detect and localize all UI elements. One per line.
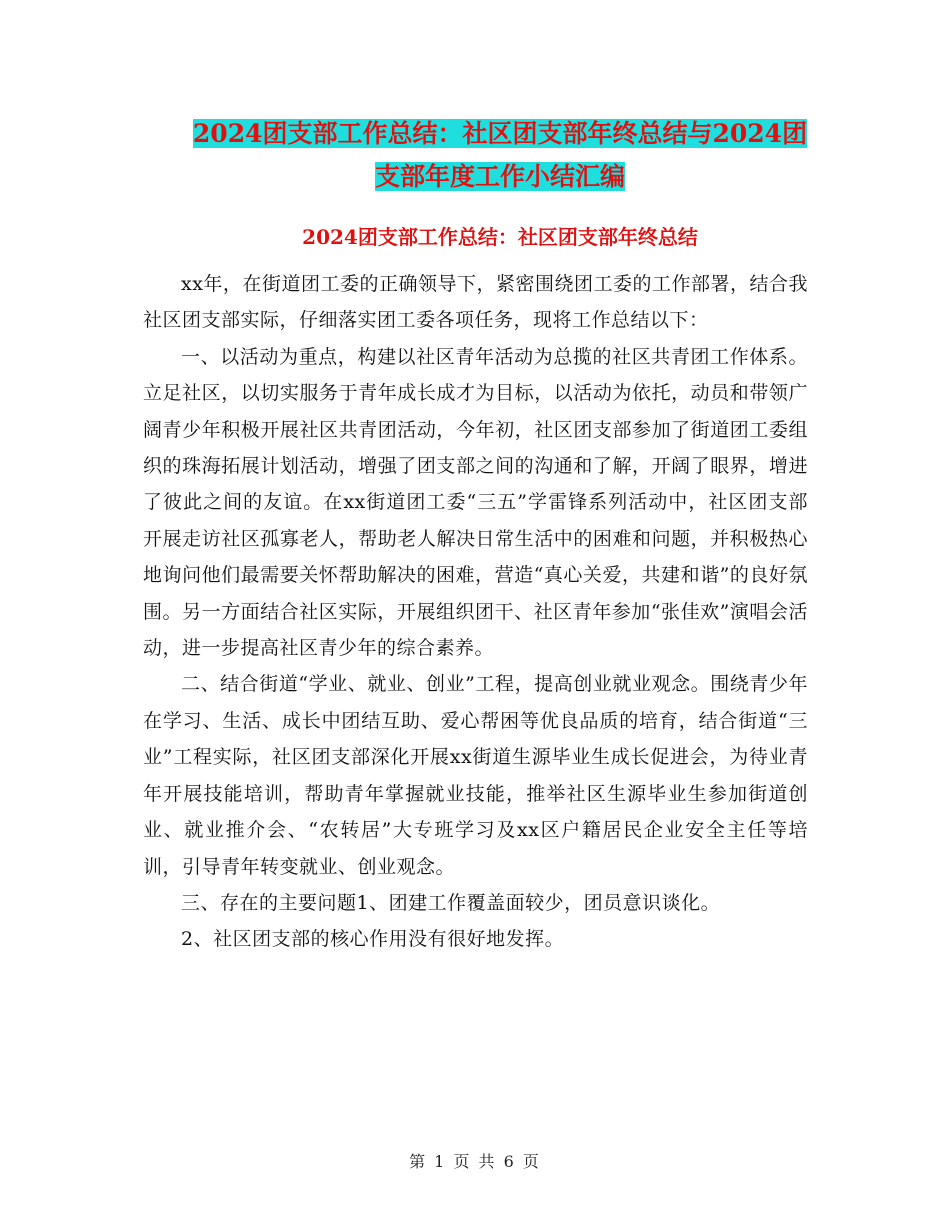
paragraph-problems: 三、存在的主要问题1、团建工作覆盖面较少，团员意识谈化。 bbox=[181, 891, 721, 914]
paragraph-intro: xx年，在街道团工委的正确领导下，紧密围绕团工委的工作部署，结合我社区团支部实际，仔细落实团工委各项任务，现将工作总结以下： bbox=[143, 273, 808, 332]
document-body bbox=[143, 266, 808, 958]
document-title bbox=[140, 112, 860, 198]
title-line-1: 2024团支部工作总结：社区团支部年终总结与2024团 bbox=[192, 119, 808, 148]
paragraph-activities: 一、以活动为重点，构建以社区青年活动为总揽的社区共青团工作体系。立足社区，以切实服务于青年成长成才为目标，以活动为依托，动员和带领广阔青少年积极开展社区共青团活动，今年初，社区团支部参加了街道团工委组织的珠海拓展计划活动，增强了团支部之间的沟通和了解，开阔了眼界，增进了彼此之间的友谊。在xx街道团工委“三五”学雷锋系列活动中，社区团支部开展走访社区孤寡老人，帮助老人解决日常生活中的困难和问题，并积极热心地询问他们最需要关怀帮助解决的困难，营造“真心关爱，共建和谐”的良好氛围。另一方面结合社区实际，开展组织团干、社区青年参加“张佳欢”演唱会活动，进一步提高社区青少年的综合素养。 bbox=[143, 345, 808, 660]
section-title: 2024团支部工作总结：社区团支部年终总结 bbox=[302, 225, 698, 249]
title-line-2: 支部年度工作小结汇编 bbox=[374, 162, 625, 191]
paragraph-problem-2: 2、社区团支部的核心作用没有很好地发挥。 bbox=[181, 928, 565, 951]
paragraph-employment: 二、结合街道“学业、就业、创业”工程，提高创业就业观念。围绕青少年在学习、生活、成长中团结互助、爱心帮困等优良品质的培育，结合街道“三业”工程实际，社区团支部深化开展xx街道生源毕业生成长促进会，为待业青年开展技能培训，帮助青年掌握就业技能，推举社区生源毕业生参加街道创业、就业推介会、“农转居”大专班学习及xx区户籍居民企业安全主任等培训，引导青年转变就业、创业观念。 bbox=[143, 673, 808, 878]
page-footer: 第 1 页 共 6 页 bbox=[409, 1152, 541, 1171]
